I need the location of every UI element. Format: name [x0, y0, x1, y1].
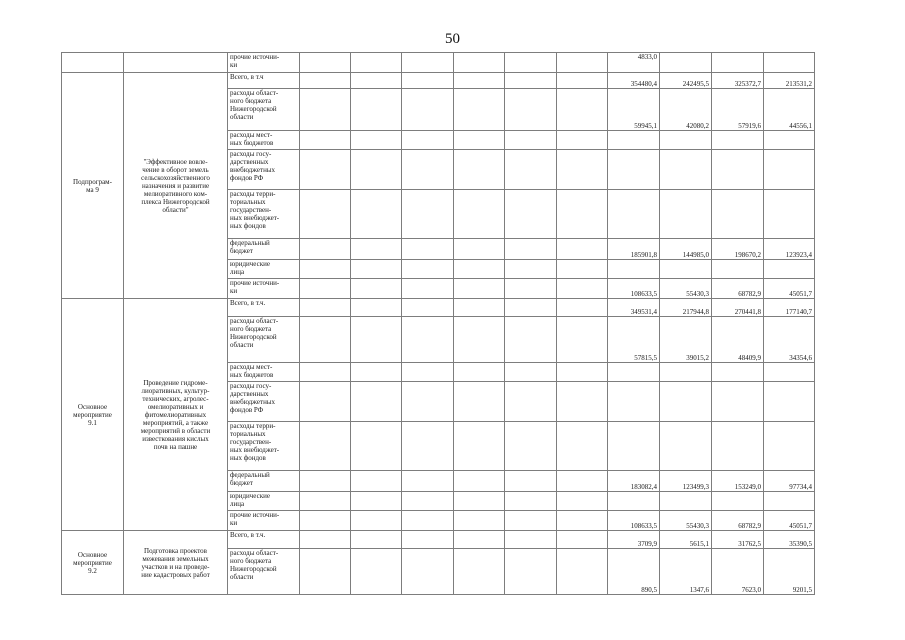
empty-cell	[505, 549, 557, 595]
empty-cell	[505, 190, 557, 239]
source-cell: расходы госу- дарственных внебюджетных фондов РФ	[228, 150, 300, 190]
empty-cell	[454, 131, 505, 150]
empty-cell	[557, 317, 608, 363]
value-cell	[764, 363, 815, 382]
budget-table	[61, 52, 815, 595]
value-cell: 144985,0	[660, 239, 712, 260]
empty-cell	[454, 317, 505, 363]
table-row	[62, 531, 815, 549]
value-cell	[764, 190, 815, 239]
source-cell: федеральный бюджет	[228, 239, 300, 260]
empty-cell	[300, 492, 351, 511]
empty-cell	[351, 89, 402, 131]
name-cell: Подготовка проектов межевания земельных участков и на проведе- ние кадастровых работ	[124, 531, 228, 595]
empty-cell	[402, 89, 454, 131]
empty-cell	[505, 422, 557, 471]
value-cell: 97734,4	[764, 471, 815, 492]
empty-cell	[454, 260, 505, 279]
value-cell: 217944,8	[660, 299, 712, 317]
value-cell: 68782,9	[712, 511, 764, 531]
empty-cell	[557, 363, 608, 382]
empty-cell	[351, 190, 402, 239]
value-cell: 183082,4	[608, 471, 660, 492]
empty-cell	[300, 471, 351, 492]
empty-cell	[454, 150, 505, 190]
page-number: 50	[445, 31, 460, 47]
empty-cell	[402, 239, 454, 260]
value-cell: 34354,6	[764, 317, 815, 363]
value-cell: 354480,4	[608, 73, 660, 89]
empty-cell	[300, 73, 351, 89]
source-cell: федеральный бюджет	[228, 471, 300, 492]
empty-cell	[351, 131, 402, 150]
value-cell	[712, 422, 764, 471]
value-cell	[712, 492, 764, 511]
value-cell: 349531,4	[608, 299, 660, 317]
value-cell: 39015,2	[660, 317, 712, 363]
value-cell	[660, 492, 712, 511]
empty-cell	[557, 471, 608, 492]
empty-cell	[351, 73, 402, 89]
source-cell: Всего, в т.ч	[228, 73, 300, 89]
source-cell: расходы госу- дарственных внебюджетных фондов РФ	[228, 382, 300, 422]
empty-cell	[505, 279, 557, 299]
value-cell	[660, 382, 712, 422]
empty-cell	[454, 363, 505, 382]
empty-cell	[454, 279, 505, 299]
value-cell	[712, 363, 764, 382]
value-cell: 31762,5	[712, 531, 764, 549]
value-cell: 45051,7	[764, 511, 815, 531]
empty-cell	[300, 549, 351, 595]
empty-cell	[402, 150, 454, 190]
source-cell: расходы област- ного бюджета Нижегородской области	[228, 549, 300, 595]
source-cell: прочие источни- ки	[228, 53, 300, 73]
empty-cell	[300, 53, 351, 73]
value-cell: 57919,6	[712, 89, 764, 131]
empty-cell	[505, 131, 557, 150]
value-cell: 890,5	[608, 549, 660, 595]
source-cell: расходы област- ного бюджета Нижегородской области	[228, 317, 300, 363]
value-cell: 42080,2	[660, 89, 712, 131]
empty-cell	[300, 150, 351, 190]
empty-cell	[402, 131, 454, 150]
empty-cell	[351, 299, 402, 317]
name-cell: "Эффективное вовле- чение в оборот земель сельскохозяйственного назначения и развитие мелиоративного ком- плекса Нижегородской области"	[124, 73, 228, 299]
empty-cell	[351, 531, 402, 549]
empty-cell	[454, 382, 505, 422]
empty-cell	[454, 492, 505, 511]
value-cell	[608, 363, 660, 382]
value-cell: 198670,2	[712, 239, 764, 260]
source-cell: прочие источни- ки	[228, 511, 300, 531]
value-cell	[660, 363, 712, 382]
empty-cell	[660, 53, 712, 73]
value-cell	[764, 131, 815, 150]
empty-cell	[300, 363, 351, 382]
empty-cell	[505, 492, 557, 511]
source-cell: Всего, в т.ч.	[228, 531, 300, 549]
empty-cell	[351, 471, 402, 492]
empty-cell	[557, 190, 608, 239]
empty-cell	[351, 239, 402, 260]
value-cell: 108633,5	[608, 279, 660, 299]
value-cell	[712, 131, 764, 150]
source-cell: Всего, в т.ч.	[228, 299, 300, 317]
empty-cell	[351, 363, 402, 382]
empty-cell	[505, 89, 557, 131]
empty-cell	[402, 531, 454, 549]
empty-cell	[351, 382, 402, 422]
empty-cell	[402, 299, 454, 317]
empty-cell	[454, 422, 505, 471]
value-cell: 57815,5	[608, 317, 660, 363]
value-cell: 9201,5	[764, 549, 815, 595]
value-cell: 45051,7	[764, 279, 815, 299]
value-cell	[712, 190, 764, 239]
empty-cell	[351, 53, 402, 73]
empty-cell	[557, 279, 608, 299]
value-cell: 7623,0	[712, 549, 764, 595]
source-cell: расходы област- ного бюджета Нижегородской области	[228, 89, 300, 131]
value-cell: 242495,5	[660, 73, 712, 89]
value-cell: 153249,0	[712, 471, 764, 492]
table-row	[62, 299, 815, 317]
empty-cell	[402, 471, 454, 492]
empty-cell	[351, 317, 402, 363]
value-cell	[712, 150, 764, 190]
empty-cell	[402, 190, 454, 239]
value-cell: 213531,2	[764, 73, 815, 89]
empty-cell	[402, 511, 454, 531]
empty-cell	[300, 317, 351, 363]
value-cell	[764, 382, 815, 422]
value-cell	[764, 150, 815, 190]
empty-cell	[557, 53, 608, 73]
empty-cell	[402, 422, 454, 471]
name-cell: Проведение гидроме- лиоративных, культур- технических, агролес- омелиоративных и фитомелиоративных мероприятий, а также мероприятий в области известкования кислых почв на пашне	[124, 299, 228, 531]
empty-cell	[454, 549, 505, 595]
program-cell: Подпрограм- ма 9	[62, 73, 124, 299]
empty-cell	[454, 471, 505, 492]
source-cell: расходы терри- ториальных государствен- ных внебюджет- ных фондов	[228, 190, 300, 239]
value-cell: 123923,4	[764, 239, 815, 260]
value-cell: 108633,5	[608, 511, 660, 531]
value-cell: 68782,9	[712, 279, 764, 299]
empty-cell	[351, 549, 402, 595]
empty-cell	[454, 299, 505, 317]
empty-cell	[351, 260, 402, 279]
value-cell: 35390,5	[764, 531, 815, 549]
value-cell: 48409,9	[712, 317, 764, 363]
empty-cell	[557, 549, 608, 595]
empty-cell	[454, 73, 505, 89]
empty-cell	[402, 382, 454, 422]
empty-cell	[300, 382, 351, 422]
empty-cell	[454, 89, 505, 131]
empty-cell	[557, 150, 608, 190]
empty-cell	[712, 53, 764, 73]
empty-cell	[557, 422, 608, 471]
empty-cell	[402, 492, 454, 511]
value-cell	[608, 382, 660, 422]
value-cell: 3709,9	[608, 531, 660, 549]
source-cell: прочие источни- ки	[228, 279, 300, 299]
source-cell: юридические лица	[228, 260, 300, 279]
empty-cell	[505, 150, 557, 190]
empty-cell	[454, 531, 505, 549]
value-cell	[660, 150, 712, 190]
empty-cell	[402, 317, 454, 363]
value-cell	[608, 260, 660, 279]
empty-cell	[300, 89, 351, 131]
value-cell	[660, 260, 712, 279]
value-cell: 185901,8	[608, 239, 660, 260]
empty-cell	[505, 382, 557, 422]
name-cell	[124, 53, 228, 73]
empty-cell	[557, 89, 608, 131]
empty-cell	[300, 422, 351, 471]
empty-cell	[505, 531, 557, 549]
value-cell	[608, 492, 660, 511]
value-cell	[660, 131, 712, 150]
empty-cell	[505, 363, 557, 382]
empty-cell	[300, 190, 351, 239]
value-cell	[660, 422, 712, 471]
empty-cell	[351, 150, 402, 190]
value-cell: 123499,3	[660, 471, 712, 492]
value-cell: 55430,3	[660, 279, 712, 299]
value-cell	[712, 260, 764, 279]
empty-cell	[402, 279, 454, 299]
empty-cell	[557, 73, 608, 89]
empty-cell	[505, 511, 557, 531]
empty-cell	[351, 422, 402, 471]
empty-cell	[351, 492, 402, 511]
value-cell	[712, 382, 764, 422]
program-cell: Основное мероприятие 9.1	[62, 299, 124, 531]
empty-cell	[505, 73, 557, 89]
source-cell: расходы терри- ториальных государствен- ных внебюджет- ных фондов	[228, 422, 300, 471]
empty-cell	[557, 299, 608, 317]
empty-cell	[505, 317, 557, 363]
empty-cell	[402, 260, 454, 279]
empty-cell	[557, 239, 608, 260]
empty-cell	[505, 260, 557, 279]
value-cell: 177140,7	[764, 299, 815, 317]
empty-cell	[402, 73, 454, 89]
empty-cell	[300, 511, 351, 531]
empty-cell	[454, 239, 505, 260]
value-cell: 59945,1	[608, 89, 660, 131]
program-cell	[62, 53, 124, 73]
empty-cell	[351, 511, 402, 531]
value-cell	[660, 190, 712, 239]
empty-cell	[300, 239, 351, 260]
empty-cell	[557, 260, 608, 279]
value-cell: 55430,3	[660, 511, 712, 531]
empty-cell	[402, 363, 454, 382]
table-row	[62, 73, 815, 89]
table-row	[62, 53, 815, 73]
value-cell: 270441,8	[712, 299, 764, 317]
value-cell	[608, 131, 660, 150]
empty-cell	[300, 279, 351, 299]
source-cell: расходы мест- ных бюджетов	[228, 131, 300, 150]
empty-cell	[557, 511, 608, 531]
empty-cell	[351, 279, 402, 299]
empty-cell	[764, 53, 815, 73]
empty-cell	[557, 531, 608, 549]
value-cell	[608, 422, 660, 471]
source-cell: юридические лица	[228, 492, 300, 511]
source-cell: расходы мест- ных бюджетов	[228, 363, 300, 382]
value-cell	[608, 150, 660, 190]
value-cell: 325372,7	[712, 73, 764, 89]
empty-cell	[454, 53, 505, 73]
value-cell: 44556,1	[764, 89, 815, 131]
empty-cell	[557, 492, 608, 511]
value-cell	[608, 190, 660, 239]
empty-cell	[300, 260, 351, 279]
empty-cell	[402, 53, 454, 73]
empty-cell	[505, 299, 557, 317]
program-cell: Основное мероприятие 9.2	[62, 531, 124, 595]
value-cell	[764, 422, 815, 471]
empty-cell	[557, 382, 608, 422]
value-cell: 5615,1	[660, 531, 712, 549]
value-cell	[764, 260, 815, 279]
value-cell	[764, 492, 815, 511]
value-cell: 4833,0	[608, 53, 660, 73]
empty-cell	[557, 131, 608, 150]
empty-cell	[454, 190, 505, 239]
empty-cell	[505, 239, 557, 260]
empty-cell	[454, 511, 505, 531]
empty-cell	[505, 53, 557, 73]
empty-cell	[402, 549, 454, 595]
empty-cell	[505, 471, 557, 492]
value-cell: 1347,6	[660, 549, 712, 595]
empty-cell	[300, 299, 351, 317]
empty-cell	[300, 131, 351, 150]
empty-cell	[300, 531, 351, 549]
